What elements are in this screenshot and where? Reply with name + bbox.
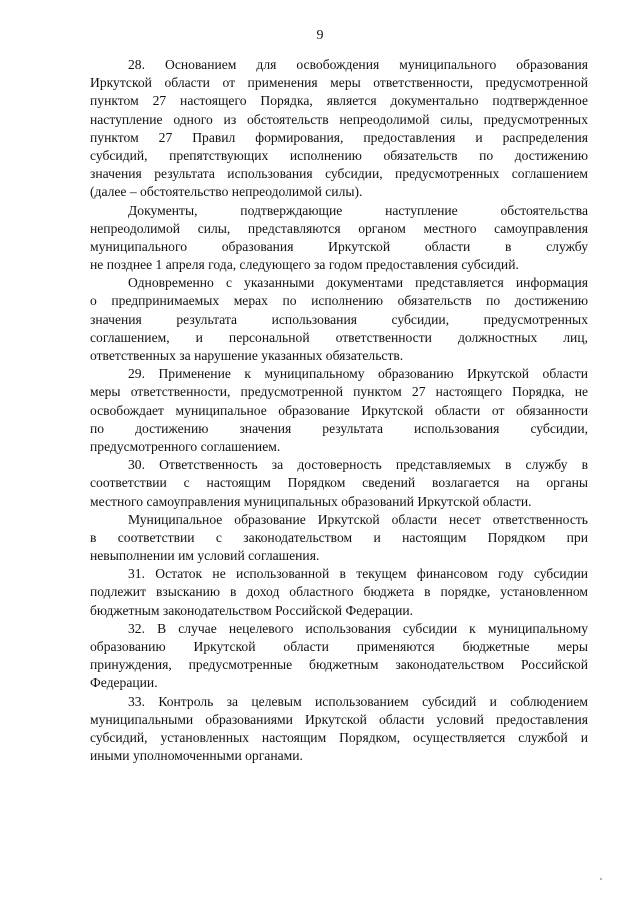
paragraph-line: Федерации. xyxy=(90,675,158,691)
paragraph-line: значения результата использования субсидии, предусмотренных xyxy=(90,311,588,327)
paragraph-line: образованию Иркутской области применяются бюджетные меры xyxy=(90,639,588,654)
paragraph xyxy=(90,365,588,456)
paragraph-line: пунктом 27 настоящего Порядка, является документально подтвержденное xyxy=(90,93,588,109)
page-number: 9 xyxy=(316,28,324,43)
paragraph-line: субсидий, препятствующих исполнению обязательств по достижению xyxy=(90,147,588,163)
paragraph-line: о предпринимаемых мерах по исполнению обязательств по достижению xyxy=(90,293,588,309)
paragraph xyxy=(90,565,588,620)
paragraph-line: (далее – обстоятельство непреодолимой силы). xyxy=(90,184,363,200)
scan-speck xyxy=(600,878,602,880)
paragraph-line: по достижению значения результата использования субсидии, xyxy=(90,420,588,436)
paragraph-line: субсидий, установленных настоящим Порядком, осуществляется службой и xyxy=(90,729,588,745)
document-body xyxy=(90,56,588,765)
paragraph-line: принуждения, предусмотренные бюджетным законодательством Российской xyxy=(90,657,588,673)
paragraph-line: освобождает муниципальное образование Иркутской области от обязанности xyxy=(90,402,588,418)
paragraph xyxy=(90,693,588,766)
paragraph xyxy=(90,511,588,566)
paragraph-line: Одновременно с указанными документами представляется информация xyxy=(128,275,588,291)
paragraph xyxy=(90,274,588,365)
paragraph-line: предусмотренного соглашением. xyxy=(90,438,281,454)
paragraph xyxy=(90,456,588,511)
paragraph-line: непреодолимой силы, представляются органом местного самоуправления xyxy=(90,220,588,236)
paragraph xyxy=(90,620,588,693)
paragraph-line: пунктом 27 Правил формирования, предоставления и распределения xyxy=(90,129,588,145)
paragraph-line: Иркутской области от применения меры ответственности, предусмотренной xyxy=(90,75,588,91)
paragraph-line: 32. В случае нецелевого использования субсидии к муниципальному xyxy=(128,620,588,636)
paragraph-line: наступление одного из обстоятельств непреодолимой силы, предусмотренных xyxy=(90,111,588,127)
paragraph-line: в соответствии с законодательством и настоящим Порядком при xyxy=(90,529,588,545)
paragraph-line: соответствии с настоящим Порядком сведений возлагается на органы xyxy=(90,475,588,491)
paragraph xyxy=(90,56,588,202)
paragraph-line: 30. Ответственность за достоверность представляемых в службу в xyxy=(128,457,588,473)
paragraph-line: 28. Основанием для освобождения муниципального образования xyxy=(128,57,588,72)
paragraph-line: соглашением, и персональной ответственности должностных лиц, xyxy=(90,329,588,345)
paragraph-line: 31. Остаток не использованной в текущем финансовом году субсидии xyxy=(128,566,588,582)
paragraph-line: 29. Применение к муниципальному образованию Иркутской области xyxy=(128,366,588,382)
paragraph-line: Муниципальное образование Иркутской области несет ответственность xyxy=(128,511,588,527)
paragraph-line: муниципальными образованиями Иркутской области условий предоставления xyxy=(90,711,588,727)
paragraph-line: бюджетным законодательством Российской Федерации. xyxy=(90,602,414,618)
paragraph xyxy=(90,202,588,275)
paragraph-line: подлежит взысканию в доход областного бюджета в порядке, установленном xyxy=(90,584,588,600)
paragraph-line: невыполнении им условий соглашения. xyxy=(90,548,320,564)
paragraph-line: не позднее 1 апреля года, следующего за годом предоставления субсидий. xyxy=(90,257,519,273)
paragraph-line: иными уполномоченными органами. xyxy=(90,748,303,764)
paragraph-line: значения результата использования субсидии, предусмотренных соглашением xyxy=(90,166,588,182)
paragraph-line: ответственных за нарушение указанных обязательств. xyxy=(90,348,404,363)
paragraph-line: 33. Контроль за целевым использованием субсидий и соблюдением xyxy=(128,693,588,709)
paragraph-line: муниципального образования Иркутской области в службу xyxy=(90,238,588,254)
paragraph-line: меры ответственности, предусмотренной пунктом 27 настоящего Порядка, не xyxy=(90,384,588,400)
paragraph-line: Документы, подтверждающие наступление обстоятельства xyxy=(128,202,588,218)
paragraph-line: местного самоуправления муниципальных образований Иркутской области. xyxy=(90,493,532,509)
